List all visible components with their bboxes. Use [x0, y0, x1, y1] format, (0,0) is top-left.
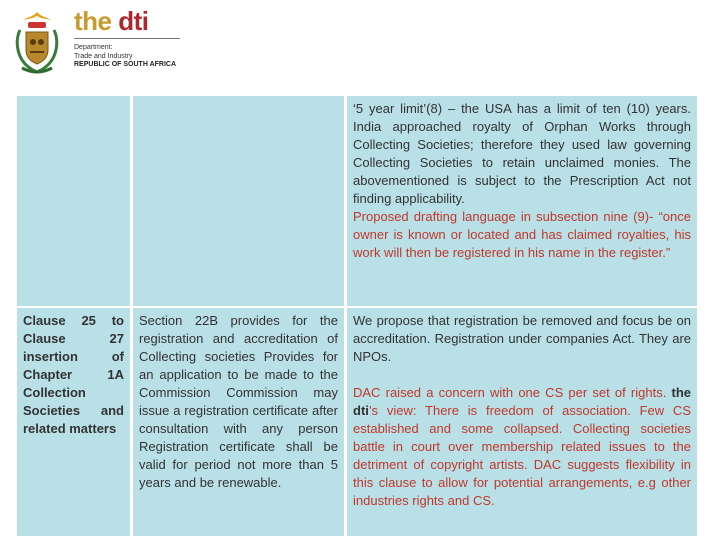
header: [0, 0, 720, 92]
dac-concern-text: [353, 384, 691, 510]
table-row: [17, 308, 697, 536]
comment-cell: [347, 96, 697, 306]
coat-of-arms-icon: [12, 8, 62, 78]
dac-concern-part: DAC raised a concern with one CS per set of rights.: [353, 385, 667, 400]
table-row: [17, 96, 697, 306]
comment-text: ‘5 year limit’(8) – the USA has a limit of ten (10) years. India approached royalty of Orphan Works through Collecting Societies; therefore they used law governing Collecting Societies to retain unclaimed monies. The abovementioned is subject to the Prescription Act not finding applicability.: [353, 101, 691, 206]
clause-cell: Clause 25 to Clause 27 insertion of Chapter 1A Collection Societies and related matters: [17, 308, 130, 536]
provision-cell: Section 22B provides for the registration and accreditation of Collecting societies Provides for an application to be made to the Commission Commission may issue a registration certificate after consultation with any person Registration certificate shall be valid for period not more than 5 years and be renewable.: [133, 308, 344, 536]
comments-table: [14, 94, 700, 538]
dept-line-3: REPUBLIC OF SOUTH AFRICA: [74, 61, 177, 68]
brand-divider: [74, 38, 180, 39]
dept-line-2: Trade and Industry: [74, 52, 133, 60]
dti-view-part: ’s view: There is freedom of association. Few CS established and some collapsed. Collecting societies battle in court over membership related issues to the detriment of copyright artists. DAC suggests flexibility in this clause to allow for potential arrangements, e.g other industries rights and CS.: [353, 403, 691, 508]
comment-text: We propose that registration be removed and focus be on accreditation. Registration under companies Act. They are NPOs.: [353, 313, 691, 364]
clause-cell: [17, 96, 130, 306]
dept-line-1: Department:: [74, 44, 113, 51]
department-text: [74, 44, 176, 70]
proposed-drafting-text: Proposed drafting language in subsection nine (9)- “once owner is known or located and has claimed royalties, his work will then be registered in his name in the register.”: [353, 209, 691, 260]
dti-reference: the dti: [353, 385, 691, 418]
provision-cell: [133, 96, 344, 306]
comment-cell: [347, 308, 697, 536]
brand-logo: the dti: [74, 6, 149, 36]
